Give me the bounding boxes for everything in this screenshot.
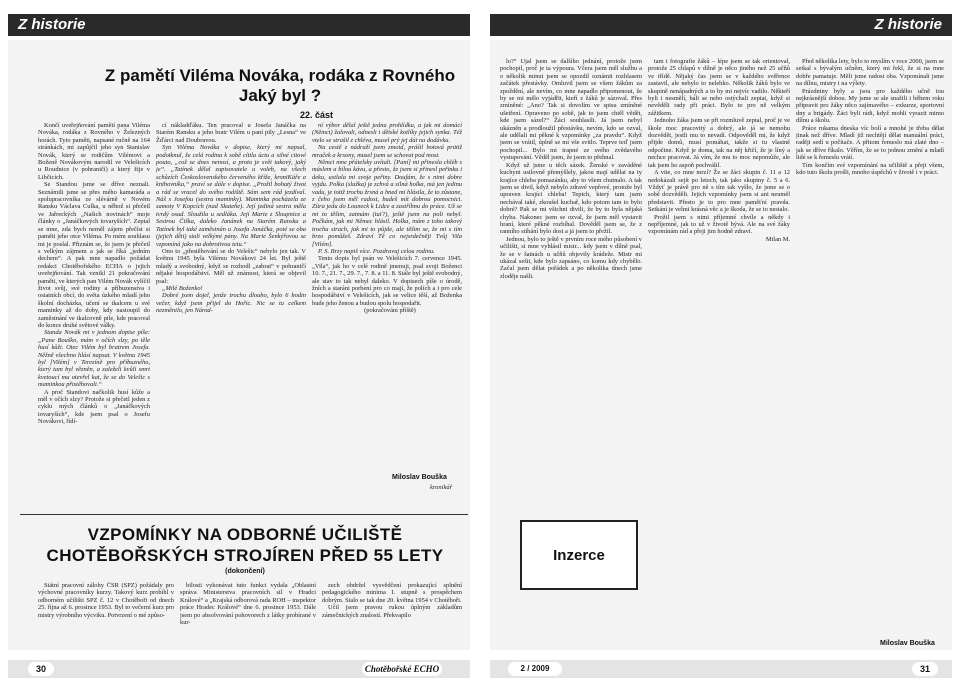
paragraph: zech obdržel vysvědčení prokazující splnění pedagogického minima I. stupně s prospěchem dobrým. Stalo se tak dne 20. května 1954 v Chotěboři. — [322, 582, 462, 604]
banner-column-2 — [180, 582, 316, 652]
article-title — [90, 66, 470, 106]
article-column-1 — [38, 122, 150, 516]
banner-title-line-2: CHOTĚBOŘSKÝCH STROJÍREN PŘED 55 LETY — [46, 546, 444, 565]
banner-column-3 — [322, 582, 462, 652]
paragraph: tam i fotografie žáků – lépe jsem se tak orientoval, protože 25 chlapů v dílně je něco jiného než 25 učňů ve třídě. Nějaký čas jsem se v každého svěřence zastavil, ale nebylo to nelehko. Několik žáků bylo ve skupině nenápadných a to by mi nejvíc vadilo. Někteří byli i nesmělí, báli se nebo ostýchali zeptat, když si nevěděli rady při práci. Bylo to pro ně velkým zážitkem. — [648, 58, 790, 117]
section-header-right: Z historie — [490, 14, 952, 36]
paragraph: Tento dopis byl psán ve Velešicích 7. cervence 1945. „Vila“, jak ho v celé rodině jmenuji, psal svoji Boženci 10. 7., 21. 7., 29. 7., 7. 8. a 11. 8. Stále byl ještě svobodný, ale stav to tak nebyl daleko. V dopisech píše o úrodě, žních a staráni porbení pro co mají, že polích a i pro cele hospodářství v Velešicích, jak se velice těší, až Boženka bude jeho ženou a budou spolu hospodařit. — [312, 255, 462, 307]
paragraph: Učil jsem pravou rukou úplným základům zámečnických znalostí. Překvapilo — [322, 604, 462, 619]
paragraph: Se Standou jsme se dříve neznali. Seznámili jsme se přes mého kamaráda a spolupracovníka ze slévárně v Novém Ransku Václava Culka, u něhož si přečetl ve Jařreckých „Našich novinách“ moje články o „Janáčkových tovaryších“. Zeptal se mne, zda bych neměl zájem přečíst si paměti jeho otce Viléma. Po mém souhlasu mi je poslal. Přiznám se, že jsem je přečetl s velkým zájmem a jak se říká „jedním dechem“. A pak mne napadlo požádat redakci Chotěbořského ECHA o jejich uveřejňování. Tak vznikl 21 pokračování paměti, ve kterých pan Vilém Novák vylíčil život svůj, své rodiny a příbuzenstva i ostatních obcí, do světa úzkého mladí jeho školní docházka, učení se tkalcem u své maminky až do doby, kdy nastoupil do zaměstnání ve tkalcovně pile, kde pracoval do konce druhé světové války. — [38, 181, 150, 329]
paragraph: Státní pracovní zálohy ČSR (SPZ) požádaly pro výchovné pracovníky kurzy. Takový kurz probíhl v odborném učilišti SPZ č. 12 v Chotěboři od dnech 25. října až 6. prosince 1953. Byl to večerní kurz pro mistry výrobního výcviku. Potvrzení o mé způso- — [38, 582, 174, 619]
signature-role: kronikář — [430, 484, 453, 491]
author-initial: Milan M. — [765, 235, 790, 243]
paragraph: Tím končím své vzpomínání na učiliště a přeji všem, kdo tuto školu prošli, mnoho úspěchů v životě i v práci. — [796, 161, 944, 177]
title-line-1: Z pamětí Viléma Nováka, rodáka z Rovného — [104, 66, 456, 85]
paragraph: Na cestě z nádraží jsem zmoid, prášil hotová prütiž mraček a krsony, musel jsem se schovat pod most. — [312, 144, 462, 159]
footer-issue: 2 / 2009 — [508, 662, 562, 676]
paragraph: Prázdniny byly a jsou pro každého učně tou nejkrásnější dobou. My jsme se ale snažili i během roku připravit pro žáky něco zajímavého – exkurze, sportovní dny a brigády. Žáci byli rádi, když mohli vyrazit mimo dílnu a školu. — [796, 87, 944, 125]
banner-column-1 — [38, 582, 174, 652]
title-line-2: Jaký byl ? — [238, 86, 322, 105]
paragraph: Před několika lety, bylo to myslím v roce 2000, jsem se setkal s bývalým učněm, který mi řekl, že si na mne dobře pamatuje. Měli jsme radost oba. Vzpomínali jsme na dílnu, mistry i na výlety. — [796, 58, 944, 88]
paragraph: „Milé Boženko! — [162, 284, 203, 292]
banner-title-line-1: VZPOMÍNKY NA ODBORNÉ UČILIŠTĚ — [87, 525, 403, 544]
article-signature: Miloslav Bouška — [392, 474, 447, 481]
paragraph: Práce rukama dneska víc bolí a mnohé je třeba dělat jinak než dříve. Mladí již nechtějí dělat manuální práci, raději sedí u počítače. A přitom řemeslo má zlaté dno – jak se dříve říkalo. Věřím, že se to jednou změní a mladí lidé se k řemeslu vrátí. — [796, 124, 944, 162]
paragraph: A proč Standovi načkolik husí kůže a měl v očích slzy? Protože si přečetl jeden z cyklu mých článků o „Janáčkových tovaryších“, kde jsem psal o Josefu Novákovi, řídí- — [38, 388, 150, 426]
paragraph: A vite, co mne mrzí? Že se žáci skupin č. 11 a 12 nedokázali sejít po letech, tak jako skupiny č. 5 a 6. Vždyť je právě pro ně s tím tak vyšlo, že jsme se o sobě dozvěděli. Jejich vzpomínky jsem si ani neuměl představit. Přesto je to pro mne paměťní pravda. Setkání je velmi krásná věc a je škoda, že se to nestalo. — [648, 169, 790, 214]
page-number-left: 30 — [28, 662, 54, 676]
paragraph: Jednoho žáka jsem se při rozmluvě zeptal, proč je ve škole moc pracovitý a dobrý, ale já se nemohu dozvědět, jestli mu to nevadí. Odpověděl mi, že když přijde domů, musí pomáhat, takže si tu vlastně odpočine. Když je doma, tak na něj křičí, že je líný a nechce pracovat. Já vím, že mu to moc nepomůže, ale tak jsem ho aspoň pochválil. — [648, 117, 790, 169]
section-header-left: Z historie — [8, 14, 470, 36]
paragraph: ní výbor dělal ještě jednu prohlídku, a jak mi domácí (Němci) žalovali, odnesli i dětské kotlíky jejich synka. Též vtelo se strašil z chléva, musel prý jej dát na dodávku. — [312, 122, 462, 144]
paragraph: bilosti vykonávat tuto funkci vydala „Oblastní správa Ministerstva pracovních sil v Hradci Králové“ a „Krajská odborová rada ROH – inspektor práce Hradec Králové“ dne 6. prosince 1953. Dále jsem po absolvování pohovorech z látky probírané v kur- — [180, 582, 316, 627]
continuation-note: (pokračování příště) — [364, 307, 416, 315]
paragraph: Prožil jsem s nimi příjemné chvíle a někdy i nepříjemné, jak to už v životě bývá. Ale na své žáky vzpomínám rád a přeji jim hodně zdraví. — [648, 213, 790, 236]
footer-brand: Chotěbořské ECHO — [362, 662, 442, 676]
paragraph: Standa Novák mi v jednom dopise píše: „Pane Bouško, mám v očích slzy, po těle husí kůži. Otec Vilém byl bratrem Josefa. Něžně všechno hlásí napsat. V květnu 1945 byl [Vilém] v Terezíně pro příbuzného, který tam byl vězněn, a zaleželi kvůli smrt kvetoucí mu otevřel kat, že se do Velešic s maminkou přistěhovali.“ — [38, 329, 150, 389]
paragraph: lo?“ Ujal jsem se dalšího jednání, protože jsem pochopil, proč je ta výpoura. Včera jsem měl službu a o několik minut jsem se opozdil oznámit rozhlasem začátek přestávky. Omluvil jsem se všem žákům za zpoždění, ale nevím, co mne napadlo připomenout, že by se mi mělo vyjádřit, kteří z žáků je sázoval. Přes zmíněné: „Ano? Tak si dovolím ve spisu zmíněné ušetření. Opraveno po sobě, jak to jsem chtěl vědět, kde jsem sázel?“ Žáci souhlasili. Já jsem nebyl ukázněn a prodloužil přestávku, nevím, kdo se ozval, ale udělali mi pěkné k vzpomínky „za pravdu“. Když jsem se vrátil, úplně se mi vše svitlo. Teprve teď jsem pochopil... Bylo mi trapné ze svého zvědavého vystupování. Věděl jsem, že jsem to přehnal. — [500, 58, 642, 162]
paragraph: Jednou, bylo to ještě v prvním roce mého působení v učilišti, si mne vyhlásil mistr... kdy jsem v dílně psal, že se v šatnách u učňů objevily krádeže. Mistr mi ukázal sešit, kde bylo zapsáno, co komu kdy chybělo. Začal jsem dělat pořádek a po několika dnech jsme zloděje našli. — [500, 235, 642, 280]
paragraph: P. S. Brzy napiš více. Pozdravuj celou rodinu. — [318, 247, 435, 255]
part-number: 22. část — [300, 110, 334, 120]
paragraph: Dobré jsem dojel, jenže trochu dlouho, bylo 6 hodin večer, když jsem přijel do Hořic. Nic se tu celkem nezměnilo, jen Národ- — [156, 292, 306, 315]
page-number-right: 31 — [912, 662, 938, 676]
paragraph: Němci mne přátelsky uvítali. [Paní] mi přinesla chléb s máslem a bílou kávu, a přesto, že jsem si přinesl peřinku i deku, ustlala mi svoje peřiny. Doufám, že s nimi dobre vyjdu. Polka (služka) je zchvá a silná holka, má jen jedinu vadu, je totiž trochu žrsná a hned mi hlásila, že to zůstane, z čeho jsem měl radost, budeš mít dobrou pomocnici. Zítra jedu do Louneck k Lidce a zastříhnu do práce. Už se mi to těšim, zatmám (tuť?), ještě jsem na poli nebyl. Počkám, jak mi Němec hlásil. Holka, mám z toho takový trochu strach, jak mi to půjde, ale těšim se, že mi s tím brzo pomůžeš. Zdraví Tě co nejsrdečněji Tvůj Vila [Vilém]. — [312, 159, 462, 248]
article-column-2 — [156, 122, 306, 516]
banner-subtitle: (dokončení) — [225, 568, 265, 575]
paragraph: Syn Viléma Nováka v dopise, který mi napsal, podotknul, že celá rodina k sobě cítila úctu a silné citové pouto, „což se dnes nenosí, a proto je svět takový, jaký je“. „Tatínek dělal zapisovatele u voleb, na všech schůzích Československého červeného kříže, kroniKáře a knihovníka,“ praví se dále v dopise. „Prožil bohatý život a rád se vracel do svého rodiště. Sám sem rád jezdíval. Náš s Josefou (sestra maminky). Maminka pocházela ze samoty V Kopcích (nad Skuteňe). Její jediná sestra měla tvrdý osud. Sloužila u sedláka. Její Marie z Sloupnice a Sestrou Čiška, daleko Janánek na Starém Ransku a Tatínek byl také zaměstnán u Josefa Janáčka, poté se oba (jejich děti) stali velkými pány. Na Marie Šenkýřovou se vzpomíná jako na dobrotivou tetu.“ — [156, 144, 306, 248]
banner-title — [20, 524, 470, 566]
right-column-3 — [796, 58, 944, 638]
paragraph: Končí uveřejňování pamětí pana Viléma Nováka, rodáka z Rovného v Železných horách. Tyto paměti, napsané ručně na 164 stránkách, mi zapůjčil jeho syn Stanislav Novák, který se rodičům Vilémovi a Boženě Novákovým narodil ve Velešicích u Roudnice (v pohraničí) a který žije v Libčicích. — [38, 122, 150, 181]
paragraph: cí nákladďáku. Ten pracoval u Josefa Janáčka na Starém Ransku a jeho bratr Vilém u paní pily „Lesna“ ve Žďárci nad Doubravou. — [156, 122, 306, 144]
article-column-3 — [312, 122, 462, 452]
advertisement-box[interactable] — [520, 520, 638, 590]
right-signature: Miloslav Bouška — [880, 640, 935, 647]
paragraph: Ono to „přestěhování se do Velešic“ nebylo jen tak. V květnu 1945 byla Vilému Novákovi 24 let. Byl ještě mladý a svobodný, když se rozhodl „zabrat“ v pohraničí nějaké hospodářství. Měl už známost, která se objevil psal: — [156, 247, 306, 285]
right-column-1 — [500, 58, 642, 510]
right-column-2 — [648, 58, 790, 658]
ad-label: Inzerce — [553, 546, 605, 564]
divider — [20, 514, 468, 515]
paragraph: Když už jsme u těch sázek. Ženské v zaváděné kuchyni usilovně přemýšlely, jakou mají udělat na ty krajíce chleba pomazánku, aby to všem chutnalo. A tak jsem se divil, když nebylo zdravé vepřové, protože byl upraven krajíci chleba! Tepich, který tam jsem nechával také, zkoušel kuchař, kdo potom tam to bylo dobré? Pak se mi všichni divili, že by to byla nějaká chyba. Nakonec jsem se ozval, že jsem měl vystavit hraní, které pěkné rozbíhal. Dověděl jsem se, že z ranního stíhání bylo dost a já jsem to přežil. — [500, 161, 642, 236]
